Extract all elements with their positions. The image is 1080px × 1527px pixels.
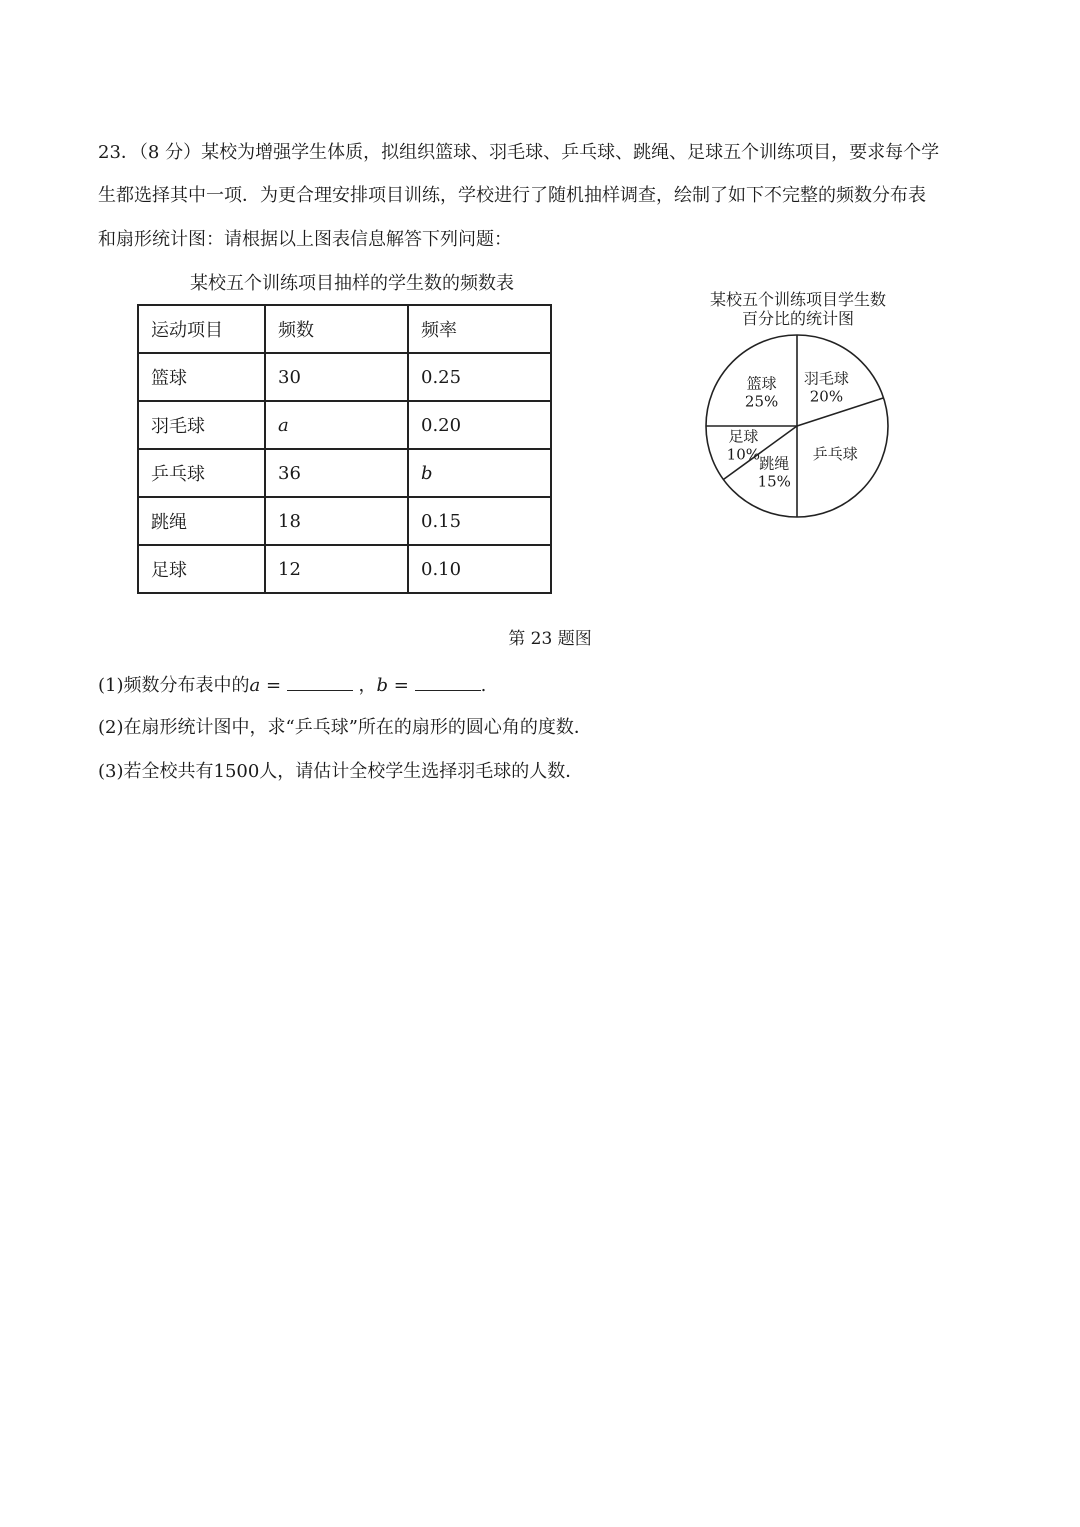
- pie-slice-label: 15%: [757, 472, 791, 491]
- table-caption: 某校五个训练项目抽样的学生数的频数表: [190, 273, 514, 294]
- chart-title-line-2: 百分比的统计图: [741, 309, 854, 328]
- cell-frequency: 36: [265, 449, 408, 497]
- table-row: [138, 401, 551, 449]
- header-frequency: 频数: [265, 305, 408, 353]
- question-1: [98, 672, 486, 698]
- header-sport: 运动项目: [138, 305, 265, 353]
- q1-var-a: a: [249, 675, 261, 696]
- cell-frequency: a: [265, 401, 408, 449]
- cell-frequency: 12: [265, 545, 408, 593]
- q1-eq2: =: [388, 675, 415, 696]
- problem-line-3: 和扇形统计图：请根据以上图表信息解答下列问题：: [98, 229, 512, 250]
- cell-frequency: 18: [265, 497, 408, 545]
- pie-chart: [700, 330, 900, 530]
- q1-var-b: b: [376, 675, 389, 696]
- q1-blank-b[interactable]: [415, 672, 481, 691]
- pie-slice-name: 乒乓球: [812, 444, 858, 463]
- problem-line-2: 生都选择其中一项．为更合理安排项目训练，学校进行了随机抽样调查，绘制了如下不完整的频数分布表: [98, 185, 926, 206]
- q1-sep: ，: [352, 675, 377, 696]
- cell-sport: 篮球: [138, 353, 265, 401]
- table-row: [138, 497, 551, 545]
- table-row: [138, 353, 551, 401]
- header-rate: 频率: [408, 305, 551, 353]
- table-row: [138, 545, 551, 593]
- pie-slice-name: 足球: [728, 427, 759, 446]
- pie-slice-label: 10%: [726, 445, 761, 464]
- table-header-row: [138, 305, 551, 353]
- chart-title-line-1: 某校五个训练项目学生数: [709, 290, 886, 309]
- cell-sport: 足球: [138, 545, 265, 593]
- q1-eq1: =: [260, 675, 287, 696]
- pie-slice-name: 羽毛球: [803, 369, 849, 388]
- chart-title: [680, 290, 916, 328]
- cell-sport: 跳绳: [138, 497, 265, 545]
- pie-slice-name: 篮球: [746, 374, 777, 393]
- frequency-table: [137, 304, 552, 594]
- pie-slice-label: 20%: [809, 387, 844, 406]
- figure-caption: 第 23 题图: [508, 629, 592, 649]
- q1-prefix: (1)频数分布表中的: [98, 675, 250, 696]
- pie-slice-label: 25%: [744, 392, 779, 411]
- cell-rate: 0.10: [408, 545, 551, 593]
- problem-line-1: 23．（8 分）某校为增强学生体质，拟组织篮球、羽毛球、乒乓球、跳绳、足球五个训练项目，要求每个学: [98, 142, 940, 163]
- question-3: (3)若全校共有1500人，请估计全校学生选择羽毛球的人数．: [98, 761, 584, 782]
- cell-rate: 0.15: [408, 497, 551, 545]
- cell-rate: 0.25: [408, 353, 551, 401]
- q1-blank-a[interactable]: [287, 672, 353, 691]
- cell-rate: 0.20: [408, 401, 551, 449]
- pie-slice-name: 跳绳: [759, 454, 790, 473]
- cell-rate: b: [408, 449, 551, 497]
- cell-sport: 羽毛球: [138, 401, 265, 449]
- cell-frequency: 30: [265, 353, 408, 401]
- q1-end: .: [480, 675, 487, 696]
- table-row: [138, 449, 551, 497]
- question-2: (2)在扇形统计图中，求“乒乓球”所在的扇形的圆心角的度数．: [98, 717, 592, 738]
- cell-sport: 乒乓球: [138, 449, 265, 497]
